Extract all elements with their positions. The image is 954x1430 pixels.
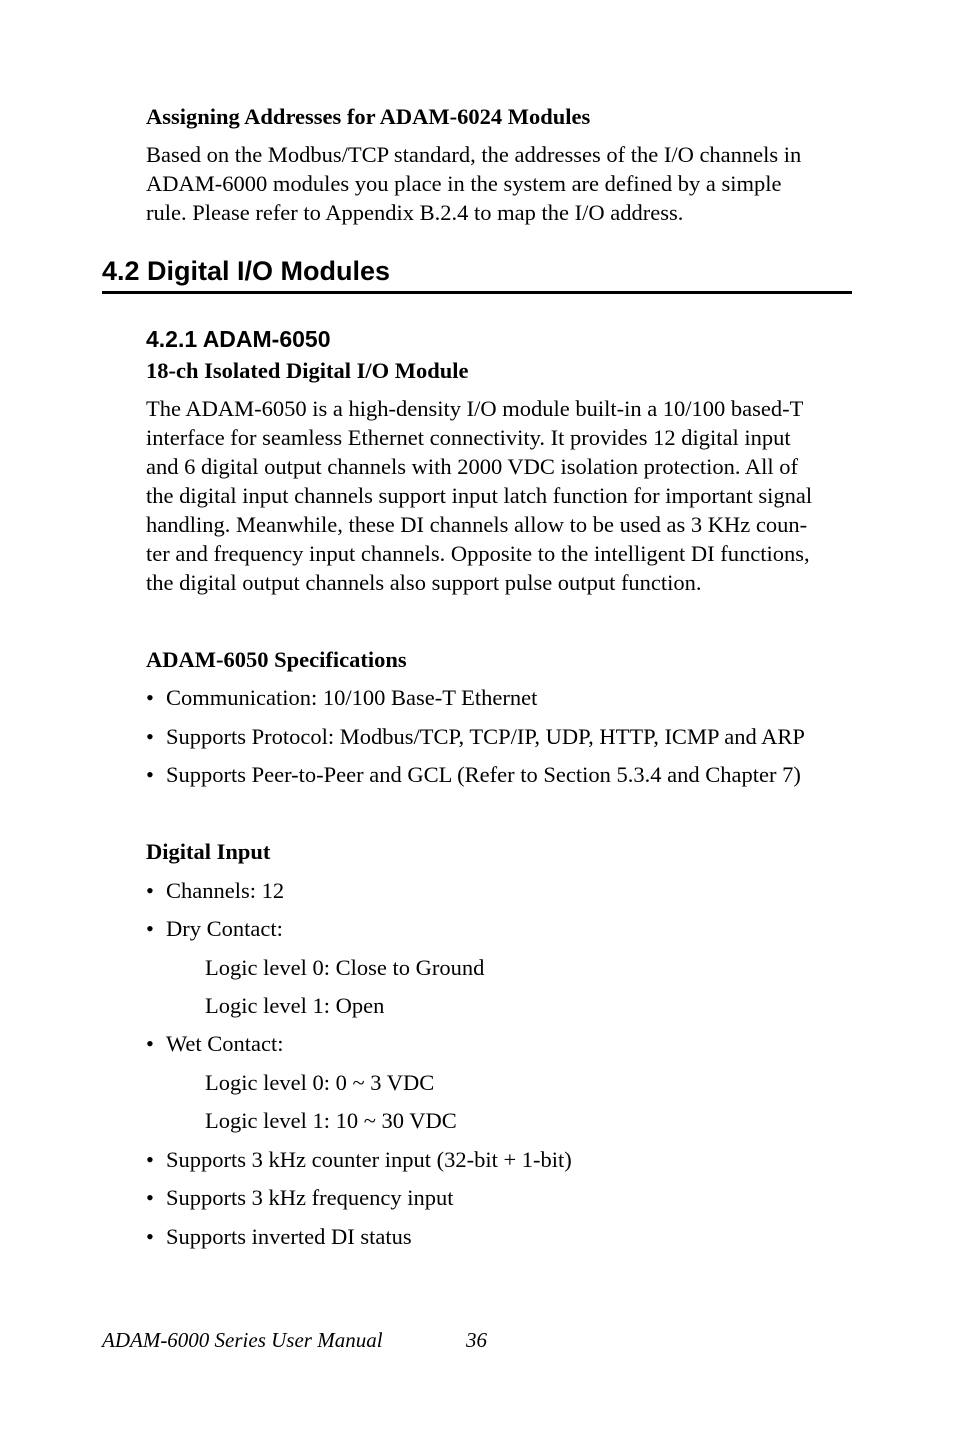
digital-input-heading: Digital Input bbox=[146, 839, 271, 864]
bullet-icon: • bbox=[146, 685, 154, 710]
list-item-text: Wet Contact: bbox=[166, 1031, 284, 1056]
paragraph-line: Based on the Modbus/TCP standard, the addresses of the I/O channels in bbox=[146, 142, 802, 167]
bullet-icon: • bbox=[146, 762, 154, 787]
list-item-text: Supports inverted DI status bbox=[166, 1224, 412, 1249]
paragraph-line: rule. Please refer to Appendix B.2.4 to map the I/O address. bbox=[146, 200, 684, 225]
list-item bbox=[146, 1029, 284, 1058]
list-item bbox=[146, 1222, 412, 1251]
bullet-icon: • bbox=[146, 916, 154, 941]
intro-heading: Assigning Addresses for ADAM-6024 Modules bbox=[146, 104, 591, 129]
list-item-text: Communication: 10/100 Base-T Ethernet bbox=[166, 685, 538, 710]
bullet-icon: • bbox=[146, 878, 154, 903]
specifications-heading: ADAM-6050 Specifications bbox=[146, 647, 407, 672]
paragraph-line: interface for seamless Ethernet connectivity. It provides 12 digital input bbox=[146, 425, 791, 450]
footer-page-number: 36 bbox=[466, 1328, 487, 1352]
section-divider bbox=[102, 291, 852, 294]
list-item-text: Channels: 12 bbox=[166, 878, 285, 903]
bullet-icon: • bbox=[146, 724, 154, 749]
paragraph-line: ter and frequency input channels. Opposite to the intelligent DI functions, bbox=[146, 541, 810, 566]
sub-item: Logic level 1: Open bbox=[205, 993, 385, 1018]
bullet-icon: • bbox=[146, 1147, 154, 1172]
list-item bbox=[146, 1183, 453, 1212]
list-item-text: Supports 3 kHz counter input (32-bit + 1-bit) bbox=[166, 1147, 572, 1172]
description-paragraph bbox=[146, 394, 858, 597]
list-item bbox=[146, 722, 805, 751]
intro-paragraph bbox=[146, 140, 858, 227]
list-item-text: Supports Protocol: Modbus/TCP, TCP/IP, UDP, HTTP, ICMP and ARP bbox=[166, 724, 805, 749]
paragraph-line: the digital input channels support input latch function for important signal bbox=[146, 483, 813, 508]
subsection-title: 4.2.1 ADAM-6050 bbox=[146, 326, 331, 352]
subsection-subtitle: 18-ch Isolated Digital I/O Module bbox=[146, 358, 469, 383]
list-item bbox=[146, 760, 801, 789]
paragraph-line: ADAM-6000 modules you place in the system are defined by a simple bbox=[146, 171, 782, 196]
section-title: 4.2 Digital I/O Modules bbox=[102, 256, 391, 286]
sub-item: Logic level 0: Close to Ground bbox=[205, 955, 485, 980]
list-item bbox=[146, 914, 283, 943]
list-item bbox=[146, 1145, 572, 1174]
list-item bbox=[146, 876, 284, 905]
bullet-icon: • bbox=[146, 1224, 154, 1249]
sub-item: Logic level 0: 0 ~ 3 VDC bbox=[205, 1070, 435, 1095]
footer-manual-title: ADAM-6000 Series User Manual bbox=[102, 1328, 383, 1352]
list-item-text: Supports Peer-to-Peer and GCL (Refer to Section 5.3.4 and Chapter 7) bbox=[166, 762, 801, 787]
list-item bbox=[146, 683, 537, 712]
paragraph-line: and 6 digital output channels with 2000 VDC isolation protection. All of bbox=[146, 454, 799, 479]
paragraph-line: The ADAM-6050 is a high-density I/O module built-in a 10/100 based-T bbox=[146, 396, 804, 421]
paragraph-line: handling. Meanwhile, these DI channels allow to be used as 3 KHz coun- bbox=[146, 512, 808, 537]
list-item-text: Supports 3 kHz frequency input bbox=[166, 1185, 454, 1210]
sub-item: Logic level 1: 10 ~ 30 VDC bbox=[205, 1108, 457, 1133]
paragraph-line: the digital output channels also support pulse output function. bbox=[146, 570, 702, 595]
bullet-icon: • bbox=[146, 1185, 154, 1210]
list-item-text: Dry Contact: bbox=[166, 916, 283, 941]
bullet-icon: • bbox=[146, 1031, 154, 1056]
